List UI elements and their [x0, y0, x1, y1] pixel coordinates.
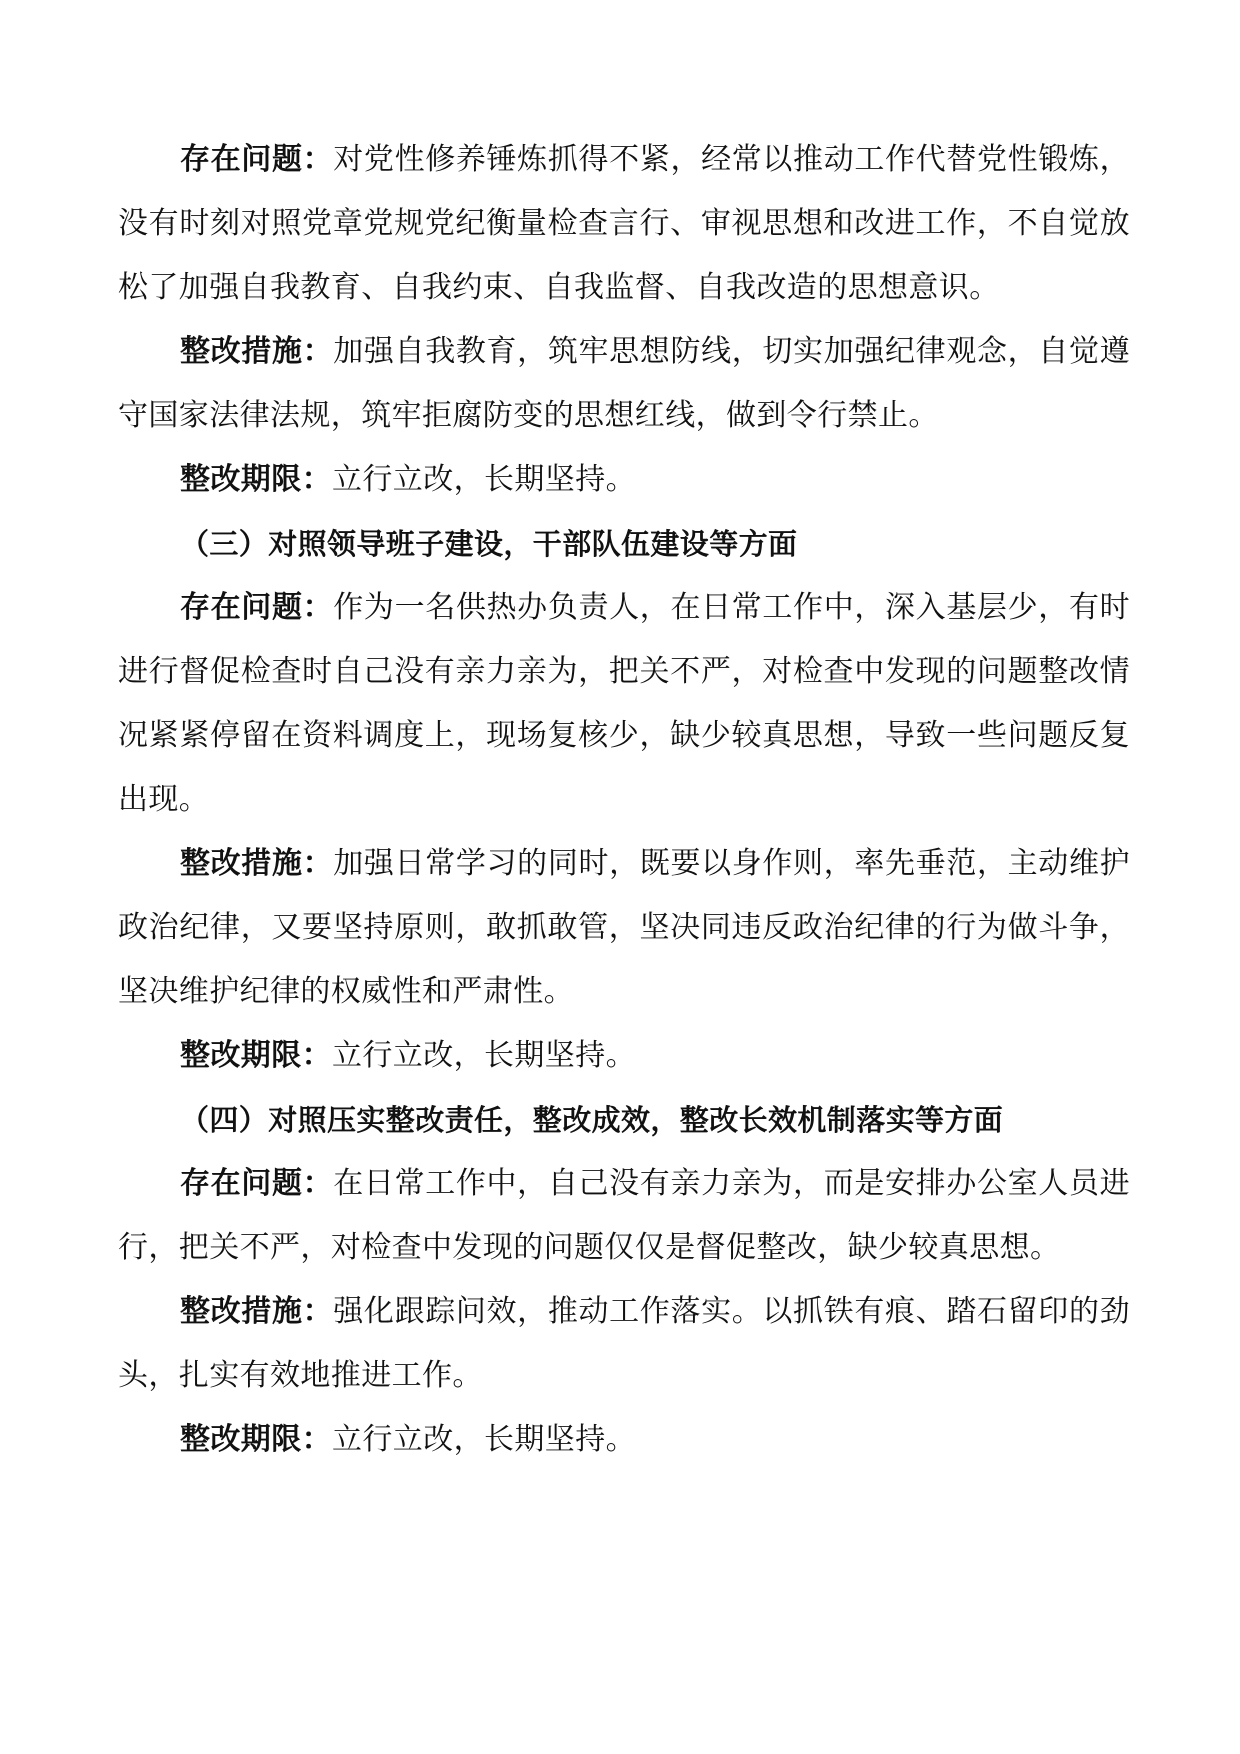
issue-paragraph: [118, 1152, 1130, 1280]
measure-label: 整改措施：: [180, 1294, 334, 1329]
measure-label: 整改措施：: [180, 334, 334, 369]
issue-paragraph: [118, 576, 1130, 832]
deadline-text: 立行立改，长期坚持。: [332, 1038, 636, 1073]
issue-paragraph: [118, 128, 1130, 320]
measure-text: 强化跟踪问效，推动工作落实。以抓铁有痕、踏石留印的劲头，扎实有效地推进工作。: [118, 1294, 1130, 1393]
deadline-label: 整改期限：: [180, 1422, 332, 1457]
deadline-text: 立行立改，长期坚持。: [332, 1422, 636, 1457]
document-body: [118, 128, 1130, 1472]
measure-text: 加强自我教育，筑牢思想防线，切实加强纪律观念，自觉遵守国家法律法规，筑牢拒腐防变的思想红线，做到令行禁止。: [118, 334, 1130, 433]
deadline-paragraph: [118, 1024, 1130, 1088]
issue-text: 作为一名供热办负责人，在日常工作中，深入基层少，有时进行督促检查时自己没有亲力亲为，把关不严，对检查中发现的问题整改情况紧紧停留在资料调度上，现场复核少，缺少较真思想，导致一些问题反复出现。: [118, 590, 1130, 817]
issue-text: 对党性修养锤炼抓得不紧，经常以推动工作代替党性锻炼，没有时刻对照党章党规党纪衡量检查言行、审视思想和改进工作，不自觉放松了加强自我教育、自我约束、自我监督、自我改造的思想意识。: [118, 142, 1130, 305]
deadline-paragraph: [118, 1408, 1130, 1472]
issue-label: 存在问题：: [180, 590, 334, 625]
issue-text: 在日常工作中，自己没有亲力亲为，而是安排办公室人员进行，把关不严，对检查中发现的问题仅仅是督促整改，缺少较真思想。: [118, 1166, 1130, 1265]
deadline-label: 整改期限：: [180, 462, 332, 497]
measure-text: 加强日常学习的同时，既要以身作则，率先垂范，主动维护政治纪律，又要坚持原则，敢抓敢管，坚决同违反政治纪律的行为做斗争，坚决维护纪律的权威性和严肃性。: [118, 846, 1130, 1009]
issue-label: 存在问题：: [180, 142, 334, 177]
measure-paragraph: [118, 320, 1130, 448]
measure-paragraph: [118, 832, 1130, 1024]
section-heading-4: （四）对照压实整改责任，整改成效，整改长效机制落实等方面: [180, 1103, 1004, 1137]
issue-label: 存在问题：: [180, 1166, 334, 1201]
deadline-paragraph: [118, 448, 1130, 512]
deadline-text: 立行立改，长期坚持。: [332, 462, 636, 497]
measure-paragraph: [118, 1280, 1130, 1408]
deadline-label: 整改期限：: [180, 1038, 332, 1073]
measure-label: 整改措施：: [180, 846, 334, 881]
section-heading-3: （三）对照领导班子建设，干部队伍建设等方面: [180, 527, 798, 561]
